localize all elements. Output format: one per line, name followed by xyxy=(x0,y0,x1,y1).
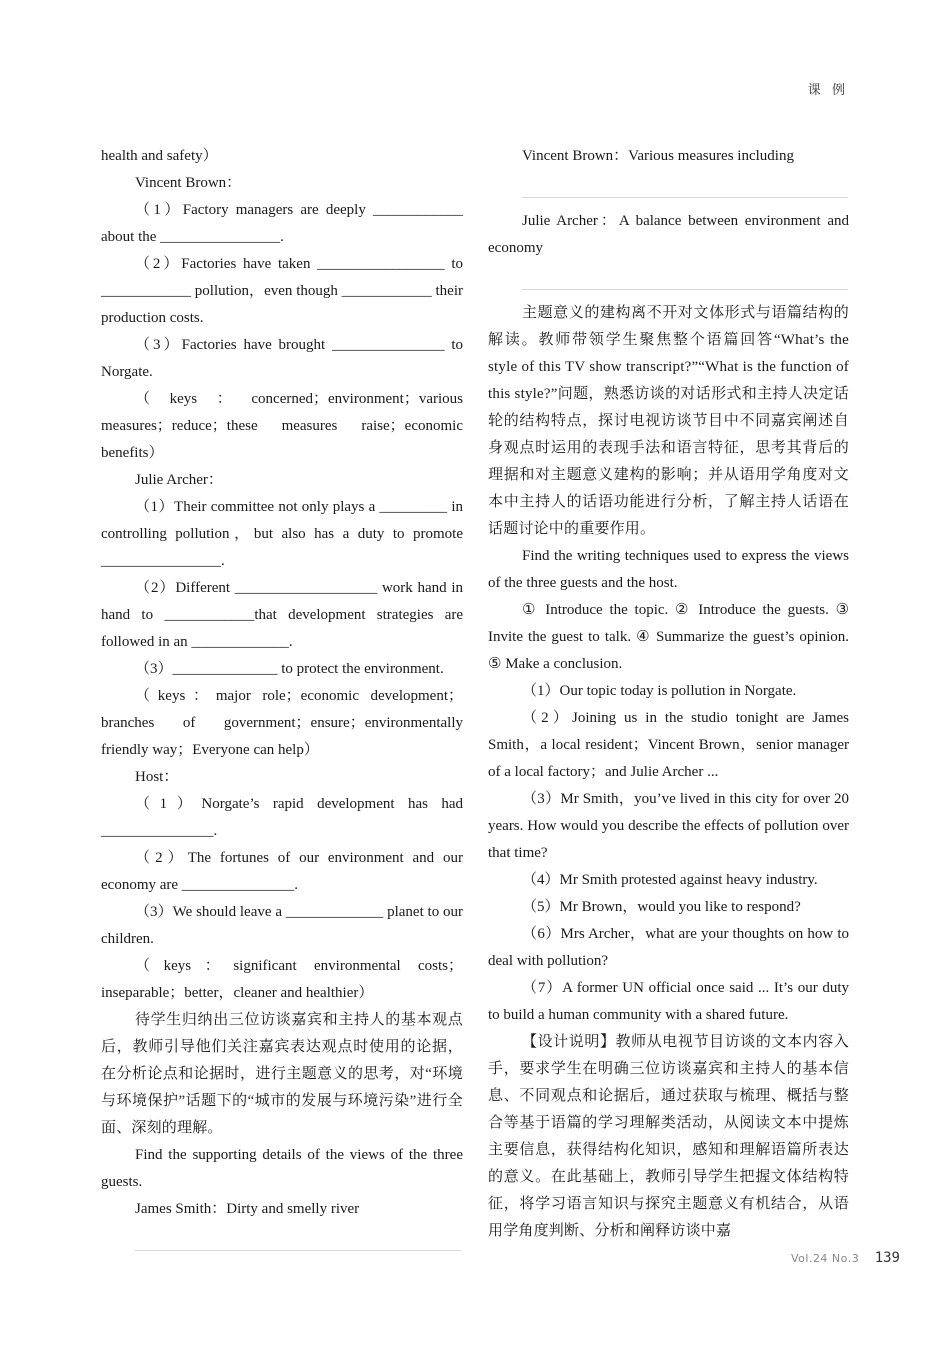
paragraph-cn: 待学生归纳出三位访谈嘉宾和主持人的基本观点后，教师引导他们关注嘉宾表达观点时使用的论据，在分析论点和论据时，进行主题意义的思考，对“环境与环境保护”话题下的“城市的发展与环境污染”进行全面、深刻的理解。 xyxy=(101,1012,463,1136)
marker-5: ⑤ xyxy=(488,656,502,672)
paragraph: （6）Mrs Archer，what are your thoughts on how to deal with pollution? xyxy=(488,926,849,969)
technique-list xyxy=(488,597,849,678)
speaker-label: Host： xyxy=(135,769,179,785)
keys: （keys：significant environmental costs；inseparable；better，cleaner and healthier） xyxy=(101,958,463,1001)
technique-4: Summarize the guest’s opinion. xyxy=(655,629,850,645)
technique-1: Introduce the topic. xyxy=(545,602,669,618)
paragraph-cn: 主题意义的建构离不开对文体形式与语篇结构的解读。教师带领学生聚焦整个语篇回答“What’s the style of this TV show transcript?”“What is the function of this style?”问题，熟悉访谈的对话形式和主持人决定话轮的结构特点，探讨电视访谈节目中不同嘉宾阐述自身观点时运用的表现手法和语言特征，思考其背后的理据和对主题意义建构的影响；并从语用学角度对文本中主持人的话语功能进行分析，了解主持人话语在话题讨论中的重要作用。 xyxy=(488,305,849,537)
page-footer xyxy=(791,1250,900,1267)
paragraph: （3）Factories have brought _______________ to Norgate. xyxy=(101,337,463,380)
section-tag: 课 例 xyxy=(807,82,849,97)
answer-blank-line xyxy=(135,1223,461,1251)
answer-blank-line xyxy=(522,170,848,198)
marker-4: ④ xyxy=(636,629,651,645)
paragraph: （1）Their committee not only plays a _________ in controlling pollution，but also has a duty to promote ________________. xyxy=(101,499,463,569)
technique-5: Make a conclusion. xyxy=(505,656,623,672)
marker-2: ② xyxy=(675,602,692,618)
paragraph: Julie Archer：A balance between environment and economy xyxy=(488,213,849,256)
paragraph: James Smith：Dirty and smelly river xyxy=(135,1201,360,1217)
paragraph: （1）Factory managers are deeply ____________ about the ________________. xyxy=(101,202,463,245)
paragraph: （4）Mr Smith protested against heavy industry. xyxy=(522,872,818,888)
marker-3: ③ xyxy=(835,602,850,618)
paragraph: Find the writing techniques used to express the views of the three guests and the host. xyxy=(488,548,849,591)
paragraph: Vincent Brown：Various measures including xyxy=(522,148,794,164)
paragraph: （7）A former UN official once said ... It’s our duty to build a human community with a shared future. xyxy=(488,980,849,1023)
right-column xyxy=(488,143,849,1245)
technique-2: Introduce the guests. xyxy=(698,602,829,618)
paragraph: （2）Factories have taken _________________ to ____________ pollution，even though ____________ their production costs. xyxy=(101,256,463,326)
paragraph: health and safety） xyxy=(101,148,218,164)
paragraph: （2）The fortunes of our environment and our economy are _______________. xyxy=(101,850,463,893)
paragraph: （5）Mr Brown，would you like to respond? xyxy=(522,899,801,915)
paragraph: （2）Different ___________________ work hand in hand to ____________that development strategies are followed in an _____________. xyxy=(101,580,463,650)
technique-3: Invite the guest to talk. xyxy=(488,629,632,645)
paragraph: （2）Joining us in the studio tonight are James Smith，a local resident；Vincent Brown，senior manager of a local factory；and Julie Archer ... xyxy=(488,710,849,780)
speaker-label: Julie Archer： xyxy=(135,472,223,488)
left-column xyxy=(101,143,463,1261)
paragraph: （3）______________ to protect the environment. xyxy=(135,661,444,677)
paragraph: （3）Mr Smith，you’ve lived in this city for over 20 years. How would you describe the effects of pollution over that time? xyxy=(488,791,849,861)
keys: （keys：major role；economic development；branches of government；ensure；environmentally friendly way；Everyone can help） xyxy=(101,688,463,758)
keys: （keys：concerned；environment；various measures；reduce；these measures raise；economic benefits） xyxy=(101,391,463,461)
paragraph: Find the supporting details of the views of the three guests. xyxy=(101,1147,463,1190)
paragraph: （1）Norgate’s rapid development has had _______________. xyxy=(101,796,463,839)
paragraph: （3）We should leave a _____________ planet to our children. xyxy=(101,904,463,947)
speaker-label: Vincent Brown： xyxy=(135,175,242,191)
page-number: 139 xyxy=(874,1250,900,1266)
answer-blank-line xyxy=(522,262,848,290)
volume-info: Vol.24 No.3 xyxy=(790,1252,860,1265)
marker-1: ① xyxy=(522,602,539,618)
design-note: 【设计说明】教师从电视节目访谈的文本内容入手，要求学生在明确三位访谈嘉宾和主持人的基本信息、不同观点和论据后，通过获取与梳理、概括与整合等基于语篇的学习理解类活动，从阅读文本中提炼主要信息，获得结构化知识，感知和理解语篇所表达的意义。在此基础上，教师引导学生把握文体结构特征，将学习语言知识与探究主题意义有机结合，从语用学角度判断、分析和阐释访谈中嘉 xyxy=(488,1034,849,1239)
paragraph: （1）Our topic today is pollution in Norgate. xyxy=(522,683,797,699)
